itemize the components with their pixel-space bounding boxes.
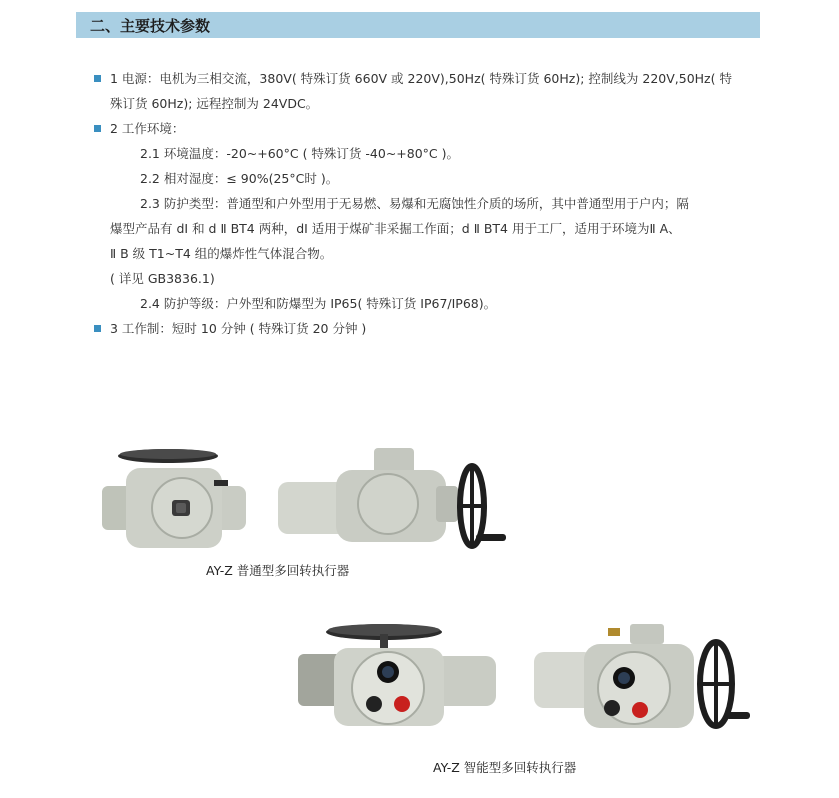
bullet-icon [94, 325, 101, 332]
spec-duty: 3 工作制：短时 10 分钟 ( 特殊订货 20 分钟 ) [110, 321, 367, 336]
spec-protection-type-1: 2.3 防护类型：普通型和户外型用于无易燃、易爆和无腐蚀性介质的场所，其中普通型用于户内；隔 [140, 196, 689, 211]
spec-humidity: 2.2 相对湿度：≤ 90%(25°C时 )。 [140, 171, 339, 186]
spec-reference: ( 详见 GB3836.1) [110, 271, 215, 286]
standard-actuator-front-image [96, 446, 248, 556]
bullet-icon [94, 125, 101, 132]
spec-protection-grade: 2.4 防护等级：户外型和防爆型为 IP65( 特殊订货 IP67/IP68)。 [140, 296, 497, 311]
caption-standard-actuator: AY-Z 普通型多回转执行器 [206, 563, 350, 578]
smart-actuator-angled-image [530, 622, 754, 734]
spec-temperature: 2.1 环境温度：-20~+60°C ( 特殊订货 -40~+80°C )。 [140, 146, 459, 161]
spec-power-line2: 殊订货 60Hz); 远程控制为 24VDC。 [110, 96, 319, 111]
section-title: 二、主要技术参数 [90, 17, 211, 35]
spec-protection-type-2: 爆型产品有 dI 和 d Ⅱ BT4 两种，dI 适用于煤矿非采掘工作面；d Ⅱ BT4 用于工厂，适用于环境为Ⅱ A、 [110, 221, 681, 236]
smart-actuator-front-image [294, 616, 500, 728]
section-header [76, 12, 760, 38]
caption-smart-actuator: AY-Z 智能型多回转执行器 [433, 760, 577, 775]
bullet-icon [94, 75, 101, 82]
spec-environment: 2 工作环境： [110, 121, 185, 136]
standard-actuator-side-image [276, 446, 512, 550]
spec-protection-type-3: Ⅱ B 级 T1~T4 组的爆炸性气体混合物。 [110, 246, 333, 261]
spec-power-line1: 1 电源：电机为三相交流，380V( 特殊订货 660V 或 220V),50Hz( 特殊订货 60Hz); 控制线为 220V,50Hz( 特 [110, 71, 732, 86]
